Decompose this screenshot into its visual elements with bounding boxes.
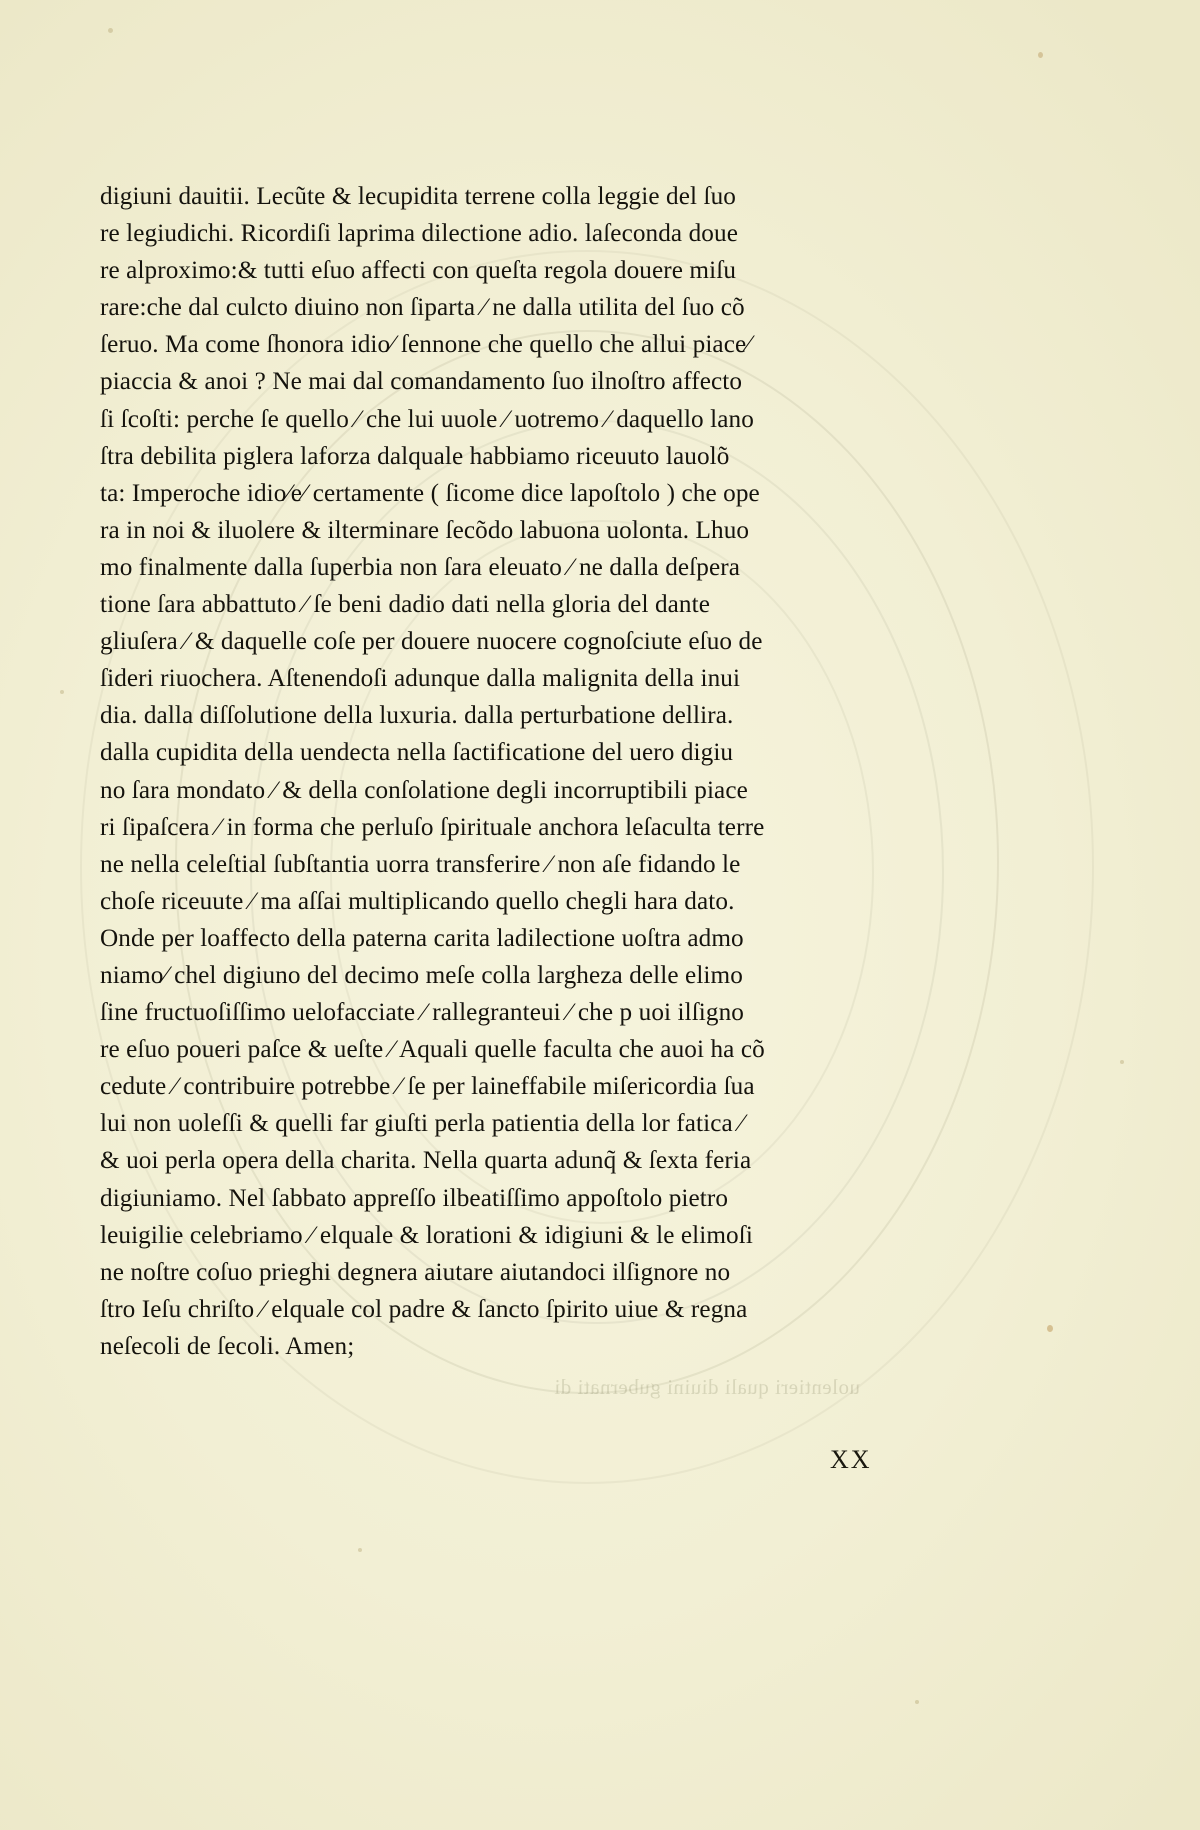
text-line: ri ſipaſcera ⁄ in forma che perluſo ſpirituale anchora leſaculta terre <box>100 813 765 841</box>
text-line: ſtra debilita piglera laforza dalquale habbiamo riceuuto lauolõ <box>100 442 730 470</box>
paper-speck <box>1120 1060 1124 1064</box>
text-line: digiuniamo. Nel ſabbato appreſſo ilbeatiſſimo appoſtolo pietro <box>100 1184 729 1212</box>
text-line: tione ſara abbattuto ⁄ ſe beni dadio dati nella gloria del dante <box>100 591 710 619</box>
paper-speck <box>60 690 64 694</box>
text-line: digiuni dauitii. Lecũte & lecupidita terrene colla leggie del ſuo <box>100 183 736 210</box>
folio-number: XX <box>830 1445 872 1474</box>
text-line: ſideri riuochera. Aſtenendoſi adunque dalla malignita della inui <box>100 665 741 693</box>
text-line: choſe riceuute ⁄ ma aſſai multiplicando quello chegli hara dato. <box>100 887 735 915</box>
text-line: ſeruo. Ma come ſhonora idio⁄ ſennone che quello che allui piace⁄ <box>100 331 751 359</box>
text-line: lui non uoleſſi & quelli far giuſti perla patientia della lor fatica ⁄ <box>100 1110 744 1138</box>
text-line: rare:che dal culcto diuino non ſiparta ⁄ ne dalla utilita del ſuo cõ <box>100 294 745 322</box>
text-line: niamo⁄ chel digiuno del decimo meſe colla largheza delle elimo <box>100 961 743 989</box>
text-line: re eſuo poueri paſce & ueſte ⁄ Aquali quelle faculta che auoi ha cõ <box>100 1036 765 1064</box>
text-line: ne nella celeſtial ſubſtantia uorra transferire ⁄ non aſe fidando le <box>100 850 741 878</box>
text-line: gliuſera ⁄ & daquelle coſe per douere nuocere cognoſciute eſuo de <box>100 628 763 656</box>
paper-speck <box>1047 1325 1053 1332</box>
text-line: & uoi perla opera della charita. Nella quarta adunq̃ & ſexta feria <box>100 1147 752 1175</box>
paper-speck <box>1038 52 1043 58</box>
bleed-through-text: uolentieri quali diuini gubernati di <box>553 1375 860 1399</box>
text-line: ne noſtre coſuo prieghi degnera aiutare aiutandoci ilſignore no <box>100 1258 731 1286</box>
text-line: no ſara mondato ⁄ & della conſolatione degli incorruptibili piace <box>100 776 748 804</box>
text-line: ſi ſcoſti: perche ſe quello ⁄ che lui uuole ⁄ uotremo ⁄ daquello lano <box>100 405 754 433</box>
body-text-block <box>100 178 920 1365</box>
text-line: ſtro Ieſu chriſto ⁄ elquale col padre & ſancto ſpirito uiue & regna <box>100 1295 748 1323</box>
text-line: leuigilie celebriamo ⁄ elquale & lorationi & idigiuni & le elimoſi <box>100 1221 753 1249</box>
text-line: re alproximo:& tutti eſuo affecti con queſta regola douere miſu <box>100 257 737 285</box>
text-line: ta: Imperoche idio⁄e⁄ certamente ( ſicome dice lapoſtolo ) che ope <box>100 479 760 507</box>
text-line: cedute ⁄ contribuire potrebbe ⁄ ſe per laineffabile miſericordia ſua <box>100 1073 755 1101</box>
text-line: mo finalmente dalla ſuperbia non ſara eleuato ⁄ ne dalla deſpera <box>100 553 741 581</box>
paper-speck <box>358 1548 362 1552</box>
text-line: Onde per loaffecto della paterna carita ladilectione uoſtra admo <box>100 924 744 952</box>
text-line: ra in noi & iluolere & ilterminare ſecõdo labuona uolonta. Lhuo <box>100 516 750 544</box>
text-line: dalla cupidita della uendecta nella ſactificatione del uero digiu <box>100 739 734 767</box>
paper-speck <box>108 28 113 33</box>
text-line: ſine fructuoſiſſimo uelofacciate ⁄ rallegranteui ⁄ che p uoi ilſigno <box>100 999 744 1027</box>
text-line: re legiudichi. Ricordiſi laprima dilectione adio. laſeconda doue <box>100 220 738 248</box>
text-line: dia. dalla diſſolutione della luxuria. dalla perturbatione dellira. <box>100 702 734 730</box>
paper-speck <box>915 1700 919 1704</box>
text-line: piaccia & anoi ? Ne mai dal comandamento ſuo ilnoſtro affecto <box>100 368 743 396</box>
text-line: neſecoli de ſecoli. Amen; <box>100 1332 355 1360</box>
